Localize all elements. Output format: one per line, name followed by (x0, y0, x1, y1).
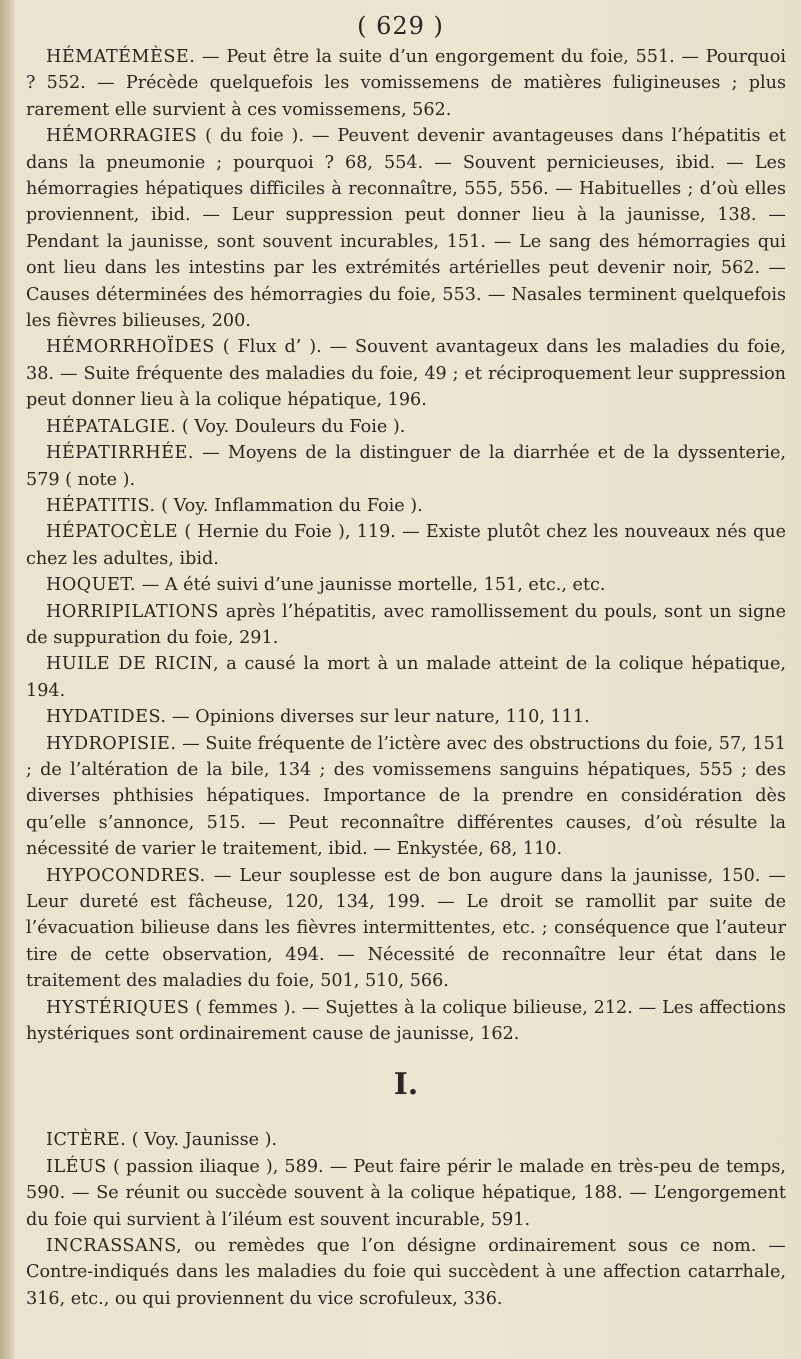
entry-text: — Opinions diverses sur leur nature, 110, 111. (166, 707, 590, 728)
entry-text: ( Voy. Jaunisse ). (126, 1130, 278, 1151)
entry-headword: HÉPATIRRHÉE. (46, 443, 194, 464)
index-entry (26, 440, 786, 493)
index-entry (26, 704, 786, 730)
entry-text: — Peut être la suite d’un engorgement du foie, 551. — Pourquoi ? 552. — Précède quelquefois les vomissemens de matières fuligineuses ; plus rarement elle survient à ces vomissemens, 562. (26, 47, 786, 120)
index-entry (26, 44, 786, 123)
entry-headword: HYDATIDES. (46, 707, 167, 728)
entry-headword: HYPOCONDRES. (46, 865, 206, 886)
index-text (26, 44, 786, 1312)
entry-headword: HÉMATÉMÈSE. (46, 47, 196, 67)
index-entry (26, 651, 786, 704)
index-entry (26, 493, 786, 519)
index-entry (26, 995, 786, 1048)
entry-text: ( Voy. Douleurs du Foie ). (176, 416, 406, 437)
entry-headword: HÉPATITIS. (46, 495, 156, 516)
book-spine (0, 0, 14, 1359)
entry-text: ( Flux d’ ). — Souvent avantageux dans les maladies du foie, 38. — Suite fréquente des maladies du foie, 49 ; et réciproquement leur suppression peut donner lieu à la colique hépatique, 196. (26, 337, 786, 411)
index-entry (26, 334, 786, 413)
index-entry (26, 731, 786, 863)
index-group-h (26, 44, 786, 1047)
index-entry (26, 1127, 786, 1153)
entry-text: — A été suivi d’une jaunisse mortelle, 151, etc., etc. (136, 575, 606, 596)
section-letter: I. (393, 1067, 419, 1103)
entry-headword: HYDROPISIE. (46, 733, 177, 754)
index-entry (26, 1233, 786, 1312)
entry-text: ( Hernie du Foie ), 119. — Existe plutôt chez les nouveaux nés que chez les adultes, ibid. (26, 522, 786, 569)
entry-headword: HYSTÉRIQUES (46, 997, 190, 1018)
entry-text: — Leur souplesse est de bon augure dans la jaunisse, 150. — Leur dureté est fâcheuse, 120, 134, 199. — Le droit se ramollit par suite de l’évacuation bilieuse dans les fièvres intermittentes, etc. ; conséquence que l’auteur tire de cette observation, 494. — Nécessité de reconnaître leur état dans le traitement des maladies du foie, 501, 510, 566. (26, 865, 786, 992)
entry-headword: ILÉUS (46, 1156, 107, 1177)
index-entry (26, 123, 786, 334)
entry-headword: ICTÈRE. (46, 1130, 127, 1151)
index-entry (26, 572, 786, 598)
entry-text: — Suite fréquente de l’ictère avec des obstructions du foie, 57, 151 ; de l’altération de la bile, 134 ; des vomissemens sanguins hépatiques, 555 ; des diverses phthisies hépatiques. Importance de la prendre en considération dès qu’elle s’annonce, 515. — Peut reconnaître différentes causes, d’où résulte la nécessité de varier le traitement, ibid. — Enkystée, 68, 110. (26, 733, 786, 860)
index-entry (26, 519, 786, 572)
entry-text: ( du foie ). — Peuvent devenir avantageuses dans l’hépatitis et dans la pneumonie ; pourquoi ? 68, 554. — Souvent pernicieuses, ibid. — Les hémorragies hépatiques difficiles à reconnaître, 555, 556. — Habituelles ; d’où elles proviennent, ibid. — Leur suppression peut donner lieu à la jaunisse, 138. — Pendant la jaunisse, sont souvent incurables, 151. — Le sang des hémorragies qui ont lieu dans les intestins par les extrémités artérielles peut devenir noir, 562. — Causes déterminées des hémorragies du foie, 553. — Nasales terminent quelquefois les fièvres bilieuses, 200. (26, 126, 786, 332)
index-entry (26, 414, 786, 440)
entry-headword: HÉMORRAGIES (46, 126, 198, 147)
entry-headword: HUILE DE RICIN (46, 654, 214, 675)
entry-headword: INCRASSANS, (46, 1236, 183, 1257)
entry-headword: HÉPATOCÈLE (46, 522, 179, 543)
entry-headword: HORRIPILATIONS (46, 601, 219, 622)
entry-text: — Moyens de la distinguer de la diarrhée et de la dyssenterie, 579 ( note ). (26, 443, 786, 490)
entry-text: ( passion iliaque ), 589. — Peut faire périr le malade en très-peu de temps, 590. — Se réunit ou succède souvent à la colique hépatique, 188. — L’engorgement du foie qui survient à l’iléum est souvent incurable, 591. (26, 1156, 786, 1230)
index-entry (26, 863, 786, 995)
entry-text: ou remèdes que l’on désigne ordinairement sous ce nom. — Contre-indiqués dans les maladies du foie qui succèdent à une affection catarrhale, 316, etc., ou qui proviennent du vice scrofuleux, 336. (26, 1236, 786, 1309)
entry-text: après l’hépatitis, avec ramollissement du pouls, sont un signe de suppuration du foie, 291. (26, 601, 786, 648)
entry-text: ( femmes ). — Sujettes à la colique bilieuse, 212. — Les affections hystériques sont ordinairement cause de jaunisse, 162. (26, 997, 786, 1045)
index-group-i (26, 1127, 786, 1312)
entry-headword: HOQUET. (46, 575, 137, 596)
entry-text: ( Voy. Inflammation du Foie ). (155, 495, 423, 516)
entry-headword: HÉMORRHOÏDES (46, 337, 215, 358)
page-number: ( 629 ) (357, 12, 444, 40)
entry-headword: HÉPATALGIE. (46, 416, 177, 437)
entry-text: , a causé la mort à un malade atteint de la colique hépatique, 194. (26, 654, 786, 701)
index-entry (26, 1154, 786, 1233)
index-entry (26, 599, 786, 652)
